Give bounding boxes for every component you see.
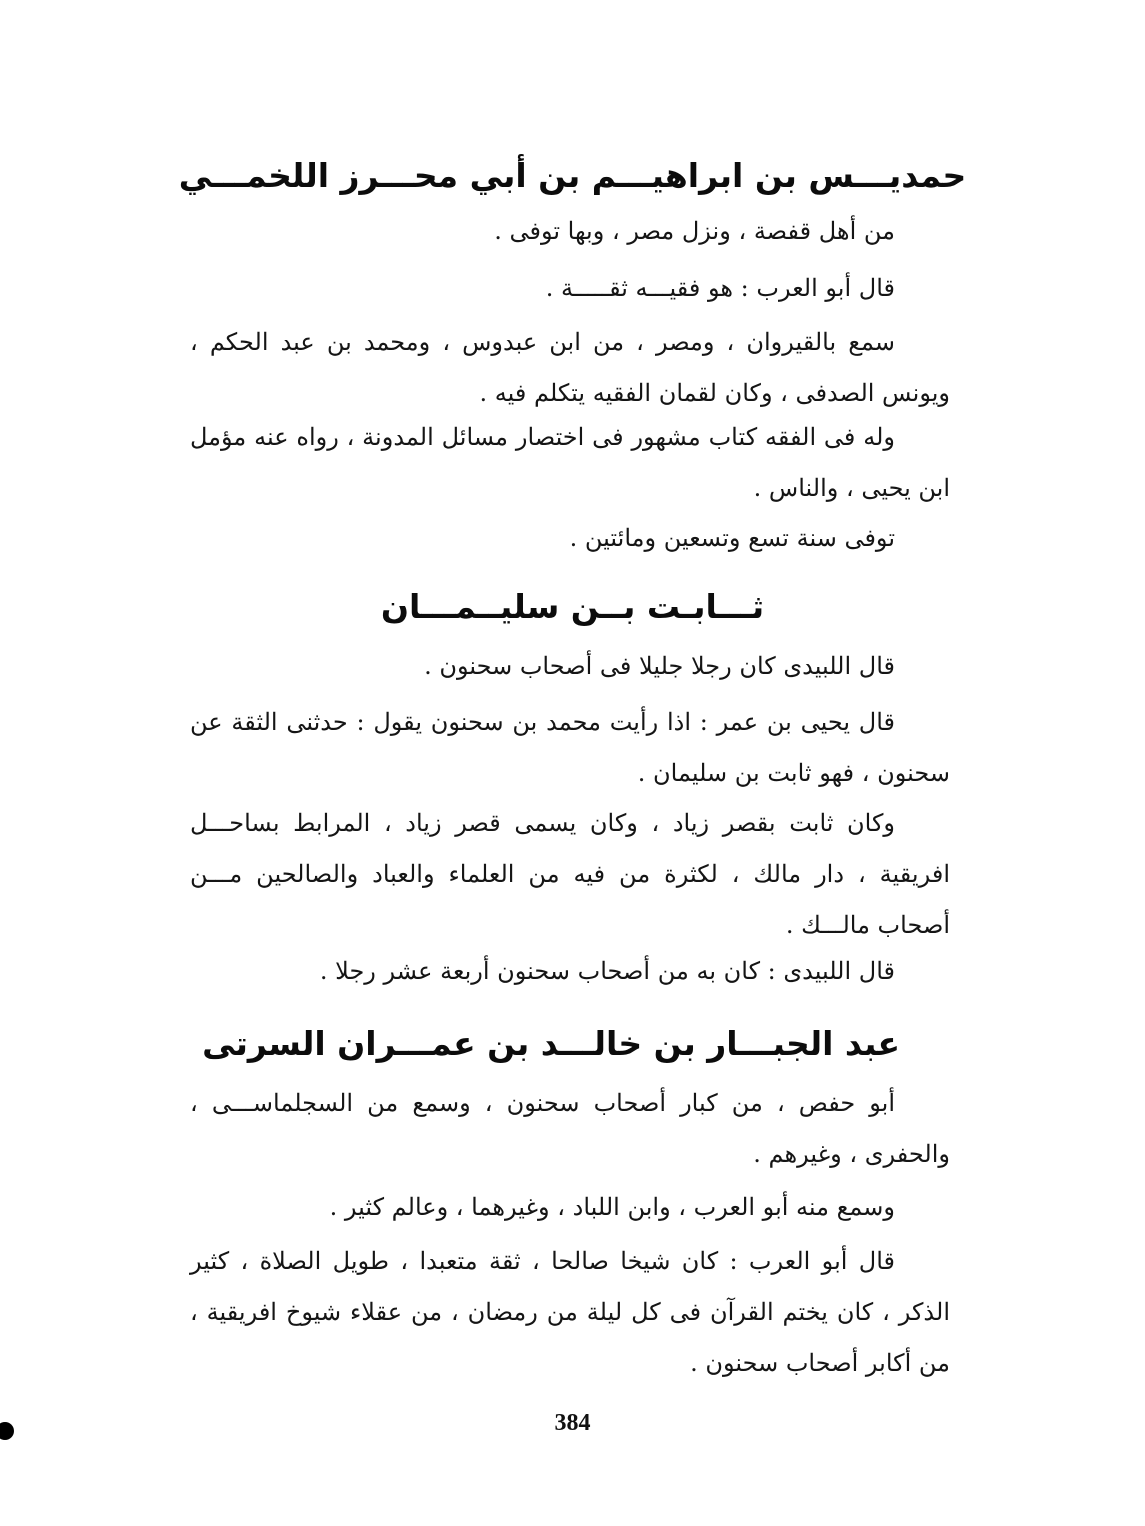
paragraph: قال أبو العرب : كان شيخا صالحا ، ثقة متعبدا ، طويل الصلاة ، كثير الذكر ، كان يختم القرآن فى كل ليلة من رمضان ، من عقلاء شيوخ افريقية ، من أكابر أصحاب سحنون . — [190, 1247, 950, 1377]
paragraph: قال يحيى بن عمر : اذا رأيت محمد بن سحنون يقول : حدثنى الثقة عن سحنون ، فهو ثابت بن سليمان . — [190, 708, 950, 787]
paragraph: قال اللبيدى : كان به من أصحاب سحنون أربعة عشر رجلا . — [319, 957, 895, 985]
paragraph: وسمع منه أبو العرب ، وابن اللباد ، وغيرهما ، وعالم كثير . — [329, 1193, 895, 1221]
entry-heading: عبد الجبـــار بن خالـــد بن عمـــران السرتى — [202, 1024, 900, 1063]
paragraph: قال أبو العرب : هو فقيـــه ثقـــــة . — [545, 274, 895, 302]
paragraph: قال اللبيدى كان رجلا جليلا فى أصحاب سحنون . — [424, 652, 895, 680]
paragraph: سمع بالقيروان ، ومصر ، من ابن عبدوس ، ومحمد بن عبد الحكم ، ويونس الصدفى ، وكان لقمان الفقيه يتكلم فيه . — [190, 328, 950, 407]
paragraph: وكان ثابت بقصر زياد ، وكان يسمى قصر زياد ، المرابط بساحـــل افريقية ، دار مالك ، لكثرة من فيه من العلماء والعباد والصالحين مـــن أصحاب مالـــك . — [190, 809, 950, 939]
paragraph: أبو حفص ، من كبار أصحاب سحنون ، وسمع من السجلماســـى ، والحفرى ، وغيرهم . — [190, 1089, 950, 1168]
page-number: 384 — [554, 1410, 591, 1436]
paragraph: وله فى الفقه كتاب مشهور فى اختصار مسائل المدونة ، رواه عنه مؤمل ابن يحيى ، والناس . — [190, 423, 950, 502]
paragraph: من أهل قفصة ، ونزل مصر ، وبها توفى . — [494, 217, 895, 245]
paragraph: توفى سنة تسع وتسعين ومائتين . — [569, 524, 895, 552]
entry-heading: ثـــابـت بــن سليــمـــان — [380, 587, 765, 626]
entry-heading: حمديـــس بن ابراهيـــم بن أبي محـــرز اللخمـــي — [178, 156, 967, 195]
